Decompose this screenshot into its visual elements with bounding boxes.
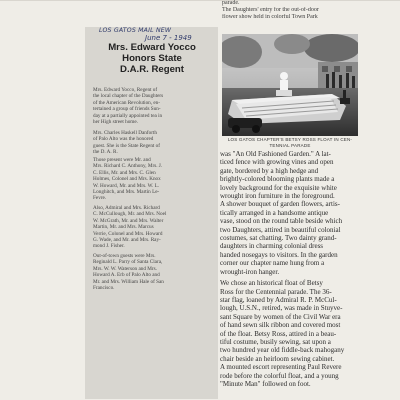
text-line: Mrs. Charles Haskell Danforth <box>93 130 157 136</box>
text-line: lough, U.S.N., retired, was made in Stuyve- <box>220 304 343 313</box>
text-line: day at a partially appointed tea in <box>93 112 163 119</box>
text-line: Verrie, Colonel and Mrs. Howard <box>93 230 163 237</box>
text-line: Reginald L. Parry of Santa Clara, <box>93 259 163 266</box>
photo-image <box>222 34 358 136</box>
text-line: star flag, loaned by Admiral R. P. McCul- <box>220 295 337 304</box>
text-line: handed nosegays to visitors. In the garden <box>220 250 338 259</box>
newspaper-clipping <box>85 27 218 399</box>
text-line: costumes, sat chatting. Two dainty grand- <box>220 234 337 243</box>
text-line: sant Square by women of the Civil War era <box>220 312 341 321</box>
text-line: Francisco. <box>93 285 115 292</box>
text-line: A mounted escort representing Paul Revere <box>220 363 342 372</box>
top-right-fragment <box>222 0 362 22</box>
text-line: Howard A. Erb of Palo Alto and <box>93 272 160 279</box>
text-line: C. McCullough, Mr. and Mrs. Noel <box>93 211 167 218</box>
text-line: Mrs. W. W. Waterson and Mrs. <box>93 265 157 272</box>
clipping-paragraph-3 <box>93 157 213 202</box>
headline-line: Honors State <box>122 53 182 64</box>
text-line: lovely background for the exquisite white <box>220 183 337 192</box>
text-line: "Minute Man" followed on foot. <box>220 379 311 388</box>
text-line: We chose an historical float of Betsy <box>220 279 323 288</box>
text-line: mond J. Fisher. <box>93 243 125 250</box>
text-line: Those present were Mr. and <box>93 157 151 163</box>
masthead: LOS GATOS MAIL NEW <box>99 27 172 34</box>
clipping-headline <box>91 42 213 75</box>
text-line: C. Ellis, Mr. and Mrs. C. Glen <box>93 169 156 176</box>
clipping-paragraph-2 <box>93 130 213 156</box>
text-line: Mr. and Mrs. William Hale of San <box>93 278 164 285</box>
text-line: Mrs. Edward Yocco, Regent of <box>93 87 158 93</box>
text-line: Out-of-town guests were Mrs. <box>93 253 156 259</box>
text-line: brightly-colored blooming plants made a <box>220 175 335 184</box>
article-column <box>220 150 360 388</box>
parade-float-photo <box>222 34 358 136</box>
text-line: wrought iron furniture in the foreground. <box>220 192 335 201</box>
text-line: Also, Admiral and Mrs. Richard <box>93 205 160 211</box>
text-line: was "An Old Fashioned Garden." A lat- <box>220 150 331 158</box>
text-line: gate, bordered by a high hedge and <box>220 166 319 175</box>
text-line: of the American Revolution, en- <box>93 99 160 106</box>
caption-line: LOS GATOS CHAPTER'S BETSY ROSS FLOAT IN CEN- <box>227 137 353 142</box>
text-line: guest. She is the State Regent of <box>93 142 160 149</box>
text-line: W. McGrath, Mr. and Mrs. Walter <box>93 217 164 224</box>
headline-line: D.A.R. Regent <box>120 64 184 75</box>
text-line: rode before the colorful float, and a young <box>220 371 339 380</box>
text-line: G. Wade, and Mr. and Mrs. Ray- <box>93 237 161 244</box>
text-line: wrought-iron hanger. <box>220 267 280 276</box>
clipping-paragraph-1 <box>93 87 213 125</box>
text-line: two Daughters, attired in beautiful colonial <box>220 225 341 234</box>
text-line: corner our chapter name hung from a <box>220 259 325 268</box>
text-line: A shower bouquet of garden flowers, artis- <box>220 200 340 209</box>
text-line: Martin, Mr. and Mrs. Marcus <box>93 224 154 231</box>
text-line: of the float. Betsy Ross, attired in a beau- <box>220 329 337 338</box>
clipping-paragraph-4 <box>93 205 213 250</box>
text-line: tiful costume, busily sewing, sat upon a <box>220 337 331 346</box>
clipping-paragraph-5 <box>93 253 213 291</box>
photo-caption <box>222 137 358 148</box>
text-line: the local chapter of the Daughters <box>93 93 164 100</box>
text-line: chair beside an heirloom sewing cabinet. <box>220 354 335 363</box>
text-line: flower show held in colorful Town Park <box>222 14 318 21</box>
caption-line: TENNIAL PARADE <box>269 142 311 148</box>
text-line: two hundred year old fiddle-back mahogany <box>220 346 345 355</box>
text-line: daughters in charming colonial dress <box>220 242 324 251</box>
text-line: Longhitch, and Mrs. Martin Le- <box>93 189 160 196</box>
text-line: Holmes, Colonel and Mrs. Knox <box>93 176 161 183</box>
text-line: tically arranged in a handsome antique <box>220 208 329 217</box>
text-line: Ross for the Centennial parade. The 36- <box>220 287 332 296</box>
text-line: vase, stood on the round table beside which <box>220 217 343 226</box>
handwritten-date: June 7 - 1949 <box>145 34 192 42</box>
headline-line: Mrs. Edward Yocco <box>108 42 196 53</box>
text-line: tertained a group of friends Sun- <box>93 106 161 113</box>
text-line: of hand sewn silk ribbon and covered most <box>220 321 341 330</box>
text-line: of Palo Alto was the honored <box>93 136 154 143</box>
text-line: W. Howard, Mr. and Mrs. W. L. <box>93 182 160 189</box>
text-line: The Daughters' entry for the out-of-door <box>222 7 319 14</box>
text-line: Mrs. Richard C. Anthony, Mrs. J. <box>93 163 163 170</box>
text-line: Fevre. <box>93 195 107 202</box>
text-line: the D. A. R. <box>93 149 118 156</box>
text-line: her High street home. <box>93 119 138 126</box>
text-line: parade. <box>222 0 240 6</box>
text-line: ticed fence with growing vines and open <box>220 158 334 167</box>
